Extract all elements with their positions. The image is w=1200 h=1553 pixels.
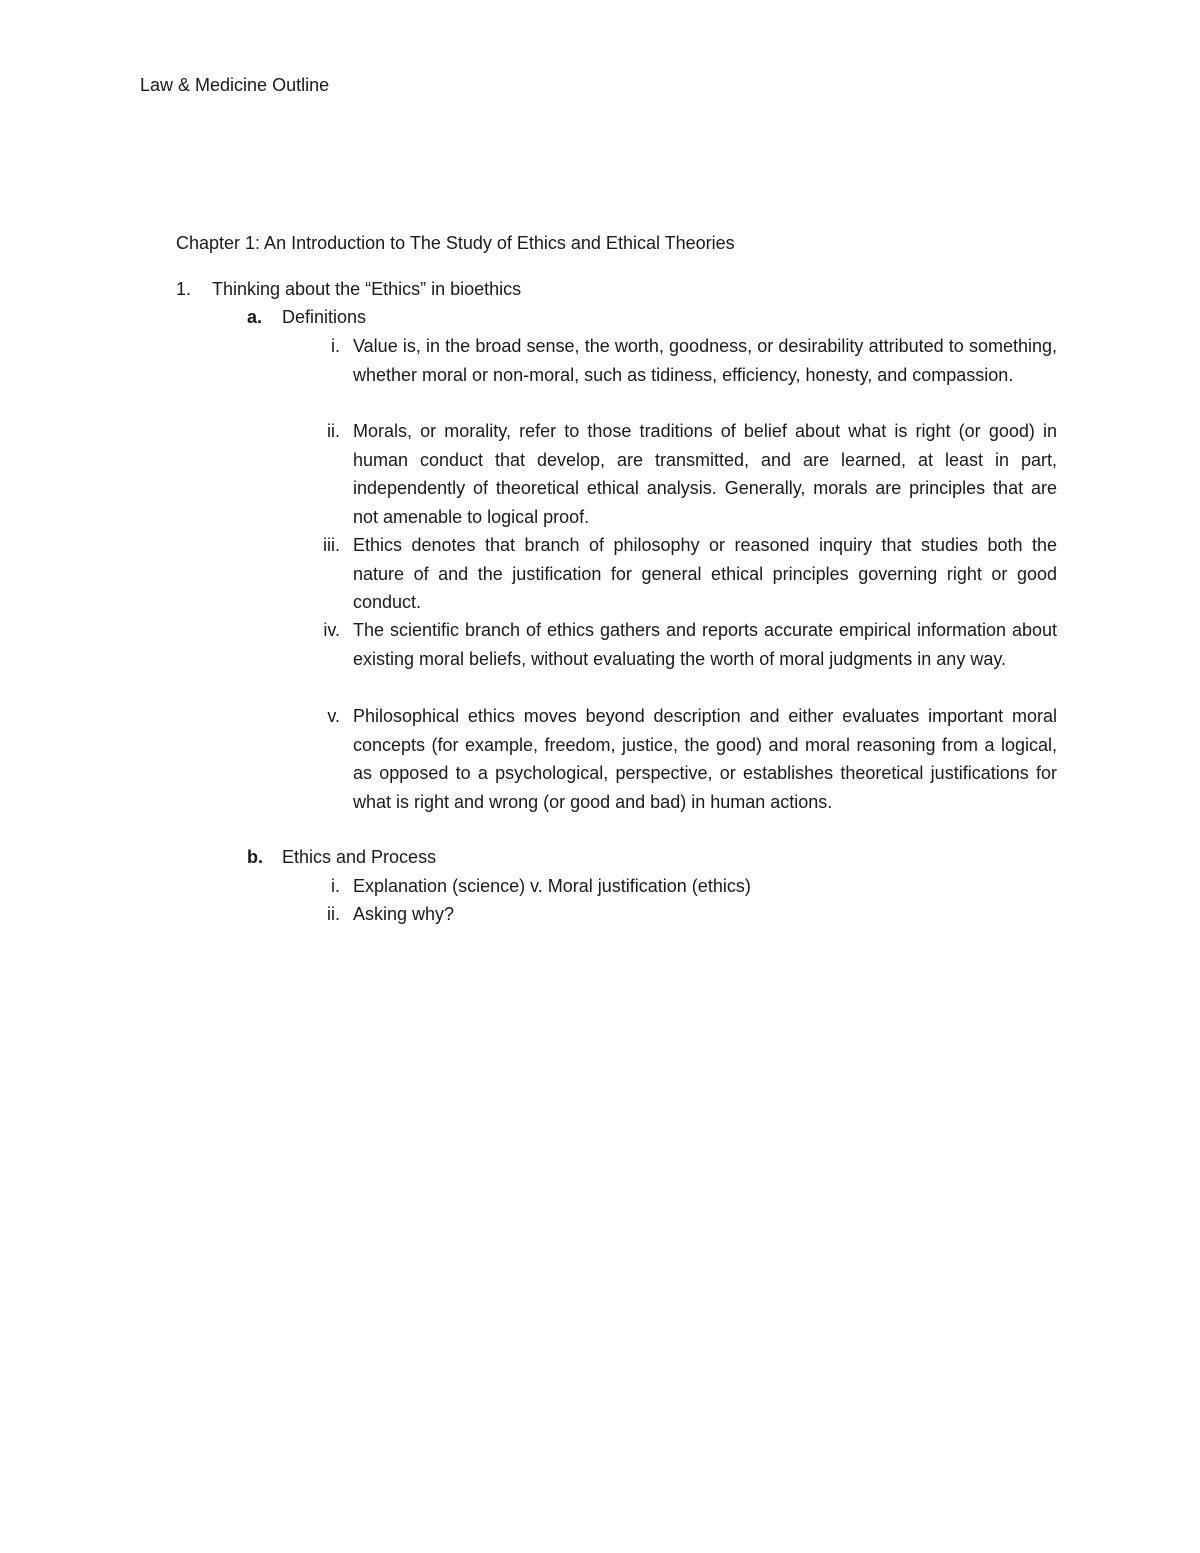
section-1-row (0, 275, 1200, 304)
process-item (0, 872, 1200, 901)
list-marker: iii. (323, 535, 340, 555)
section-1-title: Thinking about the “Ethics” in bioethics (212, 279, 522, 299)
subsection-a-row (0, 303, 1200, 332)
list-marker: v. (327, 706, 340, 726)
definition-item (0, 531, 1200, 617)
definition-philosophical-ethics-text: Philosophical ethics moves beyond description and either evaluates important moral concepts (for example, freedom, justice, the good) and moral reasoning from a logical, as opposed to a psychological, perspective, or establishes theoretical justifications for what is right and wrong (or good and bad) in human actions. (353, 706, 1057, 812)
definition-value-text: Value is, in the broad sense, the worth, goodness, or desirability attributed to something, whether moral or non-moral, such as tidiness, efficiency, honesty, and compassion. (353, 336, 1057, 385)
subsection-b-row (0, 843, 1200, 872)
list-marker: ii. (327, 904, 340, 924)
chapter-title: Chapter 1: An Introduction to The Study of Ethics and Ethical Theories (176, 233, 735, 253)
definition-scientific-ethics-text: The scientific branch of ethics gathers and reports accurate empirical information about existing moral beliefs, without evaluating the worth of moral judgments in any way. (353, 620, 1057, 669)
process-item-text: Explanation (science) v. Moral justification (ethics) (353, 876, 751, 896)
definition-item (0, 417, 1200, 531)
process-item-text: Asking why? (353, 904, 455, 924)
definition-item (0, 332, 1200, 418)
process-item (0, 900, 1200, 929)
document-header: Law & Medicine Outline (140, 75, 330, 95)
definition-item (0, 616, 1200, 702)
definition-ethics-text: Ethics denotes that branch of philosophy or reasoned inquiry that studies both the nature of and the justification for general ethical principles governing right or good conduct. (353, 535, 1057, 612)
subsection-b-marker: b. (247, 847, 263, 867)
subsection-a-marker: a. (247, 307, 263, 327)
list-marker: iv. (323, 620, 340, 640)
subsection-b-title: Ethics and Process (282, 847, 437, 867)
section-1-number: 1. (176, 279, 192, 299)
list-marker: i. (331, 336, 340, 356)
subsection-a-title: Definitions (282, 307, 367, 327)
list-marker: i. (331, 876, 340, 896)
definition-morals-text: Morals, or morality, refer to those traditions of belief about what is right (or good) in human conduct that develop, are transmitted, and are learned, at least in part, independently of theoretical ethical analysis. Generally, morals are principles that are not amenable to logical proof. (353, 421, 1057, 527)
list-marker: ii. (327, 421, 340, 441)
definition-item (0, 702, 1200, 845)
